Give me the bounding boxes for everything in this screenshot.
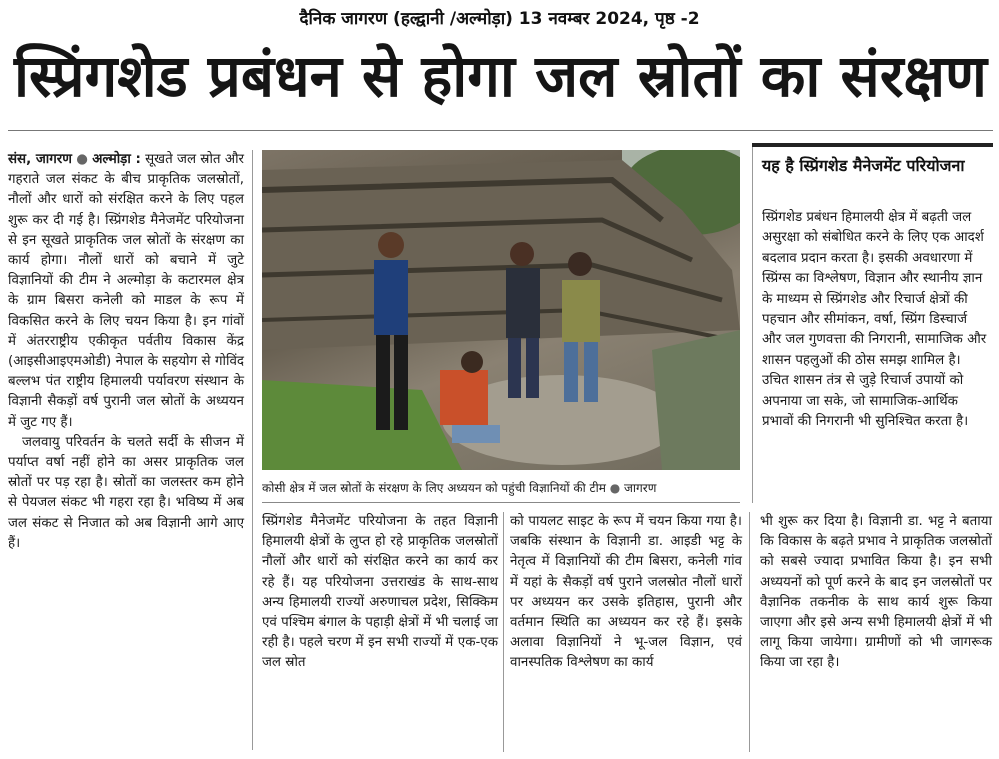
dateline-place: अल्मोड़ा :	[92, 152, 141, 167]
top-rule	[8, 130, 993, 131]
grass-area	[262, 380, 462, 470]
person-blue-shirt	[374, 260, 408, 335]
column-3	[510, 512, 742, 674]
person-legs	[584, 342, 598, 402]
newspaper-masthead: दैनिक जागरण (हल्द्वानी /अल्मोड़ा) 13 नवम्बर 2024, पृष्ठ -2	[299, 9, 700, 29]
person-legs	[564, 342, 578, 402]
article-headline: स्प्रिंगशेड प्रबंधन से होगा जल स्रोतों का संरक्षण	[13, 42, 987, 110]
sidebar-box-body: स्प्रिंगशेड प्रबंधन हिमालयी क्षेत्र में बढ़ती जल असुरक्षा को संबोधित करने के लिए एक आदर्श बदलाव प्रदान करता है। इसकी अवधारणा में स्प्रिंग्स का विश्लेषण, विज्ञान और स्थानीय ज्ञान के माध्यम से स्प्रिंगशेड और रिचार्ज क्षेत्रों की पहचान और सीमांकन, वर्षा, स्प्रिंग डिस्चार्ज और जल गुणवत्ता की निगरानी, सामाजिक और शासन पहलुओं की ठोस समझ शामिल है। उचित शासन तंत्र से जुड़े रिचार्ज उपायों को अपनाया जा सके, जो सामाजिक-आर्थिक प्रभावों की निगरानी भी सुनिश्चित करता है।	[762, 210, 987, 430]
column-divider-1	[252, 150, 253, 750]
person-dark-jacket	[506, 268, 540, 338]
column-2-text: स्प्रिंगशेड मैनेजमेंट परियोजना के तहत विज्ञानी हिमालयी क्षेत्रों के लुप्त हो रहे प्राकृतिक जलस्रोतों नौलों और धारों को संरक्षित करने का कार्य कर रहे हैं। यह परियोजना उत्तराखंड के साथ-साथ अन्य हिमालयी राज्यों अरुणाचल प्रदेश, सिक्किम एवं पश्चिम बंगाल के पहाड़ी क्षेत्रों में भी चलाई जा रही है। पहले चरण में इन सभी राज्यों में एक-एक जल स्रोत	[262, 514, 498, 671]
sidebar-box-title: यह है स्प्रिंगशेड मैनेजमेंट परियोजना	[762, 156, 965, 175]
person-legs	[508, 338, 521, 398]
person-orange-jacket	[440, 370, 488, 425]
person-head	[378, 232, 404, 258]
caption-text: कोसी क्षेत्र में जल स्रोतों के संरक्षण के लिए अध्ययन को पहुंची विज्ञानियों की टीम	[262, 481, 606, 495]
person-olive-shirt	[562, 280, 600, 342]
column-divider-3	[749, 512, 750, 752]
photo-caption	[262, 478, 740, 498]
column-1-paragraph-1	[8, 150, 244, 433]
column-4	[760, 512, 992, 674]
sidebar-box-left-rule	[752, 147, 753, 503]
person-legs	[394, 335, 408, 430]
column-divider-2	[503, 512, 504, 752]
column-1	[8, 150, 244, 554]
column-1-text-1: सूखते जल स्रोत और गहराते जल संकट के बीच प्राकृतिक जलस्रोतों, नौलों और धारों को संरक्षित करने के लिए पहल शुरू कर दी गई है। स्प्रिंगशेड मैनेजमेंट परियोजना से इन सूखते प्राकृतिक जल स्रोतों के संरक्षण का कार्य होगा। नौलों धारों को बचाने में जुटे विज्ञानियों की टीम ने अल्मोड़ा के कटारमल क्षेत्र के ग्राम बिसरा कनेली को माडल के रूप में विकसित करने के लिए चयन किया है। इन गांवों में अंतरराष्ट्रीय एकीकृत पर्वतीय विकास केंद्र (आइसीआइएमओडी) नेपाल के सहयोग से गोविंद बल्लभ पंत राष्ट्रीय हिमालयी पर्यावरण संस्थान के विज्ञानी सैकड़ों वर्ष पुरानी जल स्रोतों के अध्ययन में जुट गए हैं।	[8, 152, 244, 430]
caption-credit: जागरण	[624, 481, 657, 495]
person-head	[510, 242, 534, 266]
column-4-text: भी शुरू कर दिया है। विज्ञानी डा. भट्ट ने बताया कि विकास के बढ़ते प्रभाव ने प्राकृतिक जलस्रोतों को सबसे ज्यादा प्रभावित किया है। इन सभी अध्ययनों को पूर्ण करने के बाद इन जलस्रोतों पर वैज्ञानिक तकनीक के साथ कार्य शुरू किया जाएगा और इसे अन्य सभी हिमालयी क्षेत्रों में भी लागू किया जायेगा। ग्रामीणों को भी जागरूक किया जा रहा है।	[760, 514, 992, 671]
person-legs	[452, 425, 500, 443]
article-photo	[262, 150, 740, 470]
photo-illustration	[262, 150, 740, 470]
dateline: संस, जागरण	[8, 152, 72, 167]
caption-dot: ●	[609, 481, 621, 495]
person-head	[461, 351, 483, 373]
column-2	[262, 512, 498, 674]
stream-water	[652, 330, 740, 470]
photo-bottom-rule	[262, 502, 740, 503]
person-head	[568, 252, 592, 276]
column-3-text: को पायलट साइट के रूप में चयन किया गया है। जबकि संस्थान के विज्ञानी डा. आइडी भट्ट के नेतृत्व में विज्ञानियों की टीम बिसरा, कनेली गांव में यहां के सैकड़ों वर्ष पुराने जलस्रोत नौलों धारों पर अध्ययन कर उसके इतिहास, पुरानी और वर्तमान स्थिति का अध्ययन कर रहे हैं। इसके अलावा विज्ञानियों ने भू-जल विज्ञान, एवं वानस्पतिक विश्लेषण का कार्य	[510, 514, 742, 671]
person-legs	[376, 335, 390, 430]
person-legs	[526, 338, 539, 398]
column-1-paragraph-2: जलवायु परिवर्तन के चलते सर्दी के सीजन में पर्याप्त वर्षा नहीं होने का असर प्राकृतिक जल स्रोतों पर पड़ रहा है। स्रोतों का जलस्तर कम होने से पेयजल संकट भी गहरा रहा है। भविष्य में अब जल संकट से निजात को अब विज्ञानी आगे आए हैं।	[8, 434, 244, 551]
dateline-dot: ●	[76, 152, 88, 167]
